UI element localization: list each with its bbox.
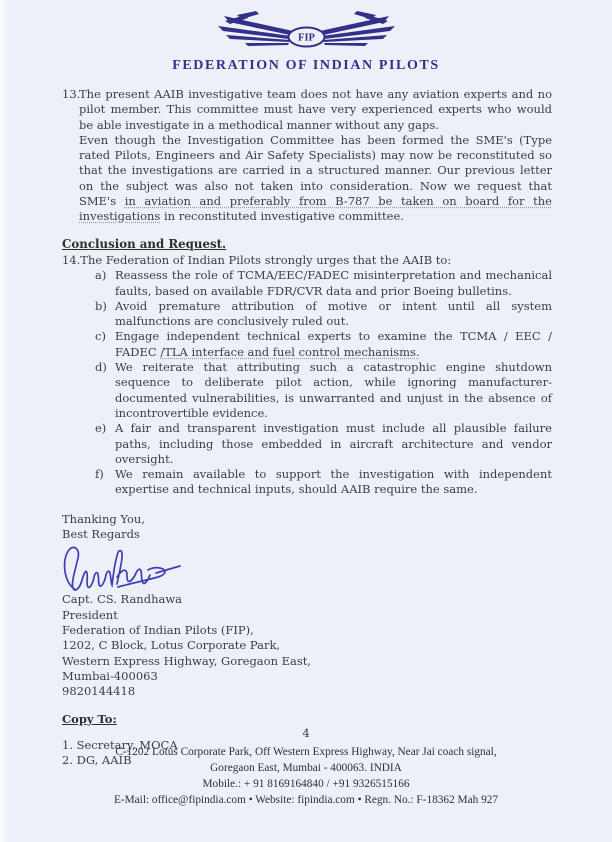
signer-address-1: 1202, C Block, Lotus Corporate Park, — [62, 638, 281, 653]
copy-to-heading: Copy To: — [62, 712, 117, 727]
footer-address-block — [0, 744, 612, 808]
item-13-para2-underlined-text: in aviation and preferably from B-787 be taken on board for the investigations — [79, 194, 552, 224]
item-13-para2-tail: in reconstituted investigative committee. — [160, 209, 404, 224]
list-marker-e: e) — [95, 421, 107, 436]
list-text-d: We reiterate that attributing such a catastrophic engine shutdown sequence to deliberate pilot action, while ignoring manufacturer-documented vulnerabilities, is unwarranted and unjust in the absence of incontrovertible evidence. — [115, 360, 552, 420]
signoff-block — [62, 512, 552, 700]
list-item-e — [62, 421, 552, 467]
list-marker-a: a) — [95, 268, 107, 283]
signer-name: Capt. CS. Randhawa — [62, 592, 183, 607]
signer-address-2: Western Express Highway, Goregaon East, — [62, 653, 312, 668]
footer-line-2: Goregaon East, Mumbai - 400063. INDIA — [210, 762, 402, 774]
signature-image — [60, 544, 190, 596]
list-text-e: A fair and transparent investigation must include all plausible failure paths, including those embedded in aircraft architecture and vendor oversight. — [115, 421, 552, 466]
item-14-intro: 14.The Federation of Indian Pilots strongly urges that the AAIB to: — [62, 252, 452, 267]
list-text-a: Reassess the role of TCMA/EEC/FADEC misinterpretation and mechanical faults, based on available FDR/CVR data and prior Boeing bulletins. — [115, 268, 552, 298]
thanking-line: Thanking You, — [62, 511, 145, 526]
signer-phone: 9820144418 — [62, 684, 136, 699]
list-marker-c: c) — [95, 329, 106, 344]
footer-line-1: C-1202 Lotus Corporate Park, Off Western Express Highway, Near Jai coach signal, — [115, 746, 497, 758]
item-13-para2 — [62, 133, 552, 225]
org-title: FEDERATION OF INDIAN PILOTS — [172, 58, 440, 73]
item-13-para1: The present AAIB investigative team does not have any aviation experts and no pilot member. This committee must have very experienced experts who would be able investigate in a methodical manner without any gaps. — [79, 87, 552, 132]
signer-address-3: Mumbai-400063 — [62, 668, 158, 683]
logo-fip-text: FIP — [297, 32, 315, 44]
list-item-c — [62, 329, 552, 360]
letter-body — [62, 87, 552, 768]
list-text-c-underlined: /TLA interface and fuel control mechanisms. — [160, 344, 420, 359]
conclusion-heading: Conclusion and Request. — [62, 236, 227, 251]
list-item-f — [62, 467, 552, 498]
list-item-d — [62, 360, 552, 421]
fip-wings-logo — [214, 10, 399, 54]
copy-to-item-1: 1. Secretary, MOCA — [62, 737, 178, 752]
signer-org: Federation of Indian Pilots (FIP), — [62, 622, 254, 637]
footer-line-3: Mobile.: + 91 8169164840 / +91 9326515166 — [202, 778, 410, 790]
list-marker-b: b) — [95, 298, 107, 313]
list-text-f: We remain available to support the investigation with independent expertise and technical inputs, should AAIB require the same. — [115, 467, 552, 497]
letterhead — [0, 0, 612, 74]
request-list — [62, 268, 552, 497]
page-number: 4 — [302, 726, 310, 740]
list-text-b: Avoid premature attribution of motive or intent until all system malfunctions are conclusively ruled out. — [115, 298, 552, 329]
item-13 — [62, 87, 552, 133]
list-item-a — [62, 268, 552, 299]
list-text-c: Engage independent technical experts to examine the TCMA / EEC / FADEC — [115, 329, 552, 359]
regards-line: Best Regards — [62, 527, 140, 542]
item-13-para2-text: Even though the Investigation Committee has been formed the SME's (Type rated Pilots, Engineers and Air Safety Specialists) may now be reconstituted so that the investigations are carried in a structured manner. Our previous letter on the subject was also not taken into consideration. Now we request that SME's — [79, 132, 552, 209]
item-13-number: 13. — [62, 87, 81, 101]
footer-line-4: E-Mail: office@fipindia.com • Website: fipindia.com • Regn. No.: F-18362 Mah 927 — [113, 794, 499, 806]
signer-title: President — [62, 607, 118, 622]
list-marker-f: f) — [95, 467, 104, 482]
list-marker-d: d) — [95, 360, 107, 375]
list-item-b — [62, 299, 552, 330]
copy-to-item-2: 2. DG, AAIB — [62, 752, 132, 767]
